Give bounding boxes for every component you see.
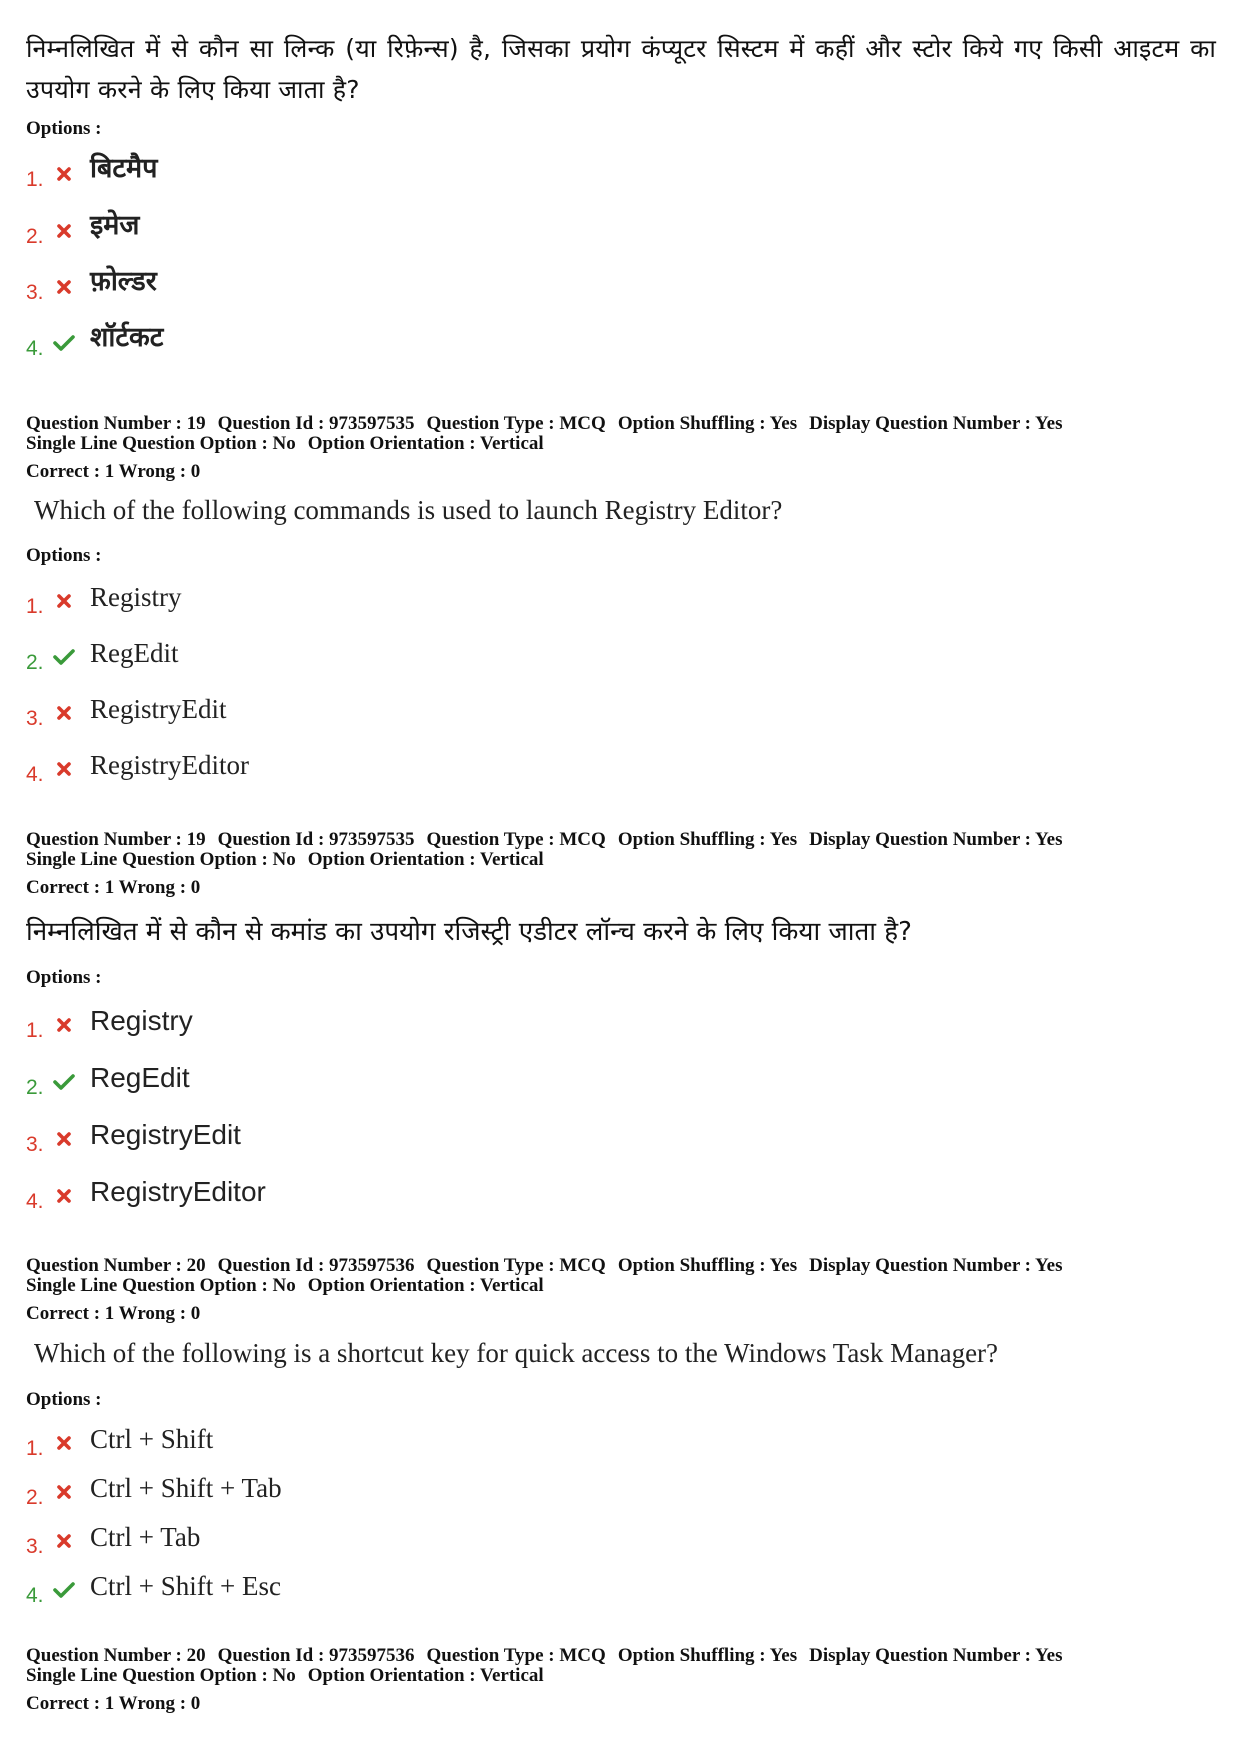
option-number: 4. xyxy=(26,763,44,786)
cross-icon xyxy=(50,1529,78,1553)
option-text: शॉर्टकट xyxy=(90,322,164,353)
option-number: 2. xyxy=(26,1076,44,1099)
cross-icon xyxy=(50,1431,78,1455)
option-text: फ़ोल्डर xyxy=(90,266,157,297)
option-orientation: Option Orientation : Vertical xyxy=(307,849,544,870)
score-line: Correct : 1 Wrong : 0 xyxy=(26,877,201,898)
cross-icon xyxy=(50,219,78,243)
option-text: Ctrl + Shift + Esc xyxy=(90,1571,281,1601)
display-question-number: Display Question Number : Yes xyxy=(809,829,1063,850)
single-line-option: Single Line Question Option : No xyxy=(26,1665,296,1686)
options-label: Options : xyxy=(26,545,102,566)
option-1 xyxy=(26,146,158,191)
option-3 xyxy=(26,1513,201,1558)
option-4 xyxy=(26,1168,266,1213)
single-line-option: Single Line Question Option : No xyxy=(26,433,296,454)
option-text: बिटमैप xyxy=(90,153,158,184)
question-type: Question Type : MCQ xyxy=(426,1255,606,1276)
option-number: 1. xyxy=(26,1019,44,1042)
options-label: Options : xyxy=(26,118,102,139)
option-3 xyxy=(26,685,227,730)
option-text: RegistryEditor xyxy=(90,750,249,780)
option-2 xyxy=(26,1464,282,1509)
option-number: 3. xyxy=(26,707,44,730)
cross-icon xyxy=(50,162,78,186)
option-text: Ctrl + Shift + Tab xyxy=(90,1473,282,1503)
cross-icon xyxy=(50,1184,78,1208)
option-number: 1. xyxy=(26,1437,44,1460)
question-id: Question Id : 973597536 xyxy=(217,1255,415,1276)
single-line-option: Single Line Question Option : No xyxy=(26,1275,296,1296)
option-shuffling: Option Shuffling : Yes xyxy=(617,1255,798,1276)
option-number: 4. xyxy=(26,337,44,360)
question-text: निम्नलिखित में से कौन से कमांड का उपयोग रजिस्ट्री एडीटर लॉन्च करने के लिए किया जाता है? xyxy=(26,917,912,947)
option-text: Registry xyxy=(90,1005,193,1036)
option-4 xyxy=(26,1562,281,1607)
option-orientation: Option Orientation : Vertical xyxy=(307,1665,544,1686)
option-number: 2. xyxy=(26,225,44,248)
option-4 xyxy=(26,741,249,786)
options-label: Options : xyxy=(26,1389,102,1410)
option-number: 4. xyxy=(26,1584,44,1607)
question-meta xyxy=(26,1256,1216,1324)
option-1 xyxy=(26,997,193,1042)
check-icon xyxy=(50,331,78,355)
option-orientation: Option Orientation : Vertical xyxy=(307,1275,544,1296)
check-icon xyxy=(50,1578,78,1602)
check-icon xyxy=(50,1070,78,1094)
option-text: Ctrl + Shift xyxy=(90,1424,214,1454)
question-type: Question Type : MCQ xyxy=(426,413,606,434)
option-number: 3. xyxy=(26,1133,44,1156)
cross-icon xyxy=(50,1480,78,1504)
option-number: 2. xyxy=(26,651,44,674)
check-icon xyxy=(50,645,78,669)
question-meta xyxy=(26,414,1216,482)
question-id: Question Id : 973597535 xyxy=(217,413,415,434)
option-text: RegEdit xyxy=(90,638,179,668)
option-shuffling: Option Shuffling : Yes xyxy=(617,829,798,850)
option-text: RegistryEdit xyxy=(90,1119,241,1150)
option-number: 3. xyxy=(26,1535,44,1558)
option-number: 1. xyxy=(26,595,44,618)
option-text: RegEdit xyxy=(90,1062,190,1093)
option-1 xyxy=(26,573,182,618)
option-2 xyxy=(26,203,140,248)
option-text: इमेज xyxy=(90,210,140,241)
option-2 xyxy=(26,629,179,674)
question-id: Question Id : 973597535 xyxy=(217,829,415,850)
option-shuffling: Option Shuffling : Yes xyxy=(617,413,798,434)
option-number: 4. xyxy=(26,1190,44,1213)
options-label: Options : xyxy=(26,967,102,988)
question-text: Which of the following commands is used to launch Registry Editor? xyxy=(34,495,783,525)
cross-icon xyxy=(50,1127,78,1151)
option-text: Registry xyxy=(90,582,182,612)
question-text: निम्नलिखित में से कौन सा लिन्क (या रिफ़ेन्स) है, जिसका प्रयोग कंप्यूटर सिस्टम में कहीं और स्टोर किये गए किसी आइटम का उपयोग करने के लिए किया जाता है? xyxy=(26,34,1216,104)
option-number: 1. xyxy=(26,168,44,191)
cross-icon xyxy=(50,589,78,613)
question-number: Question Number : 19 xyxy=(26,413,206,434)
display-question-number: Display Question Number : Yes xyxy=(809,413,1063,434)
question-number: Question Number : 20 xyxy=(26,1645,206,1666)
option-4 xyxy=(26,315,164,360)
option-2 xyxy=(26,1054,190,1099)
option-1 xyxy=(26,1415,214,1460)
option-shuffling: Option Shuffling : Yes xyxy=(617,1645,798,1666)
option-text: Ctrl + Tab xyxy=(90,1522,201,1552)
cross-icon xyxy=(50,757,78,781)
option-orientation: Option Orientation : Vertical xyxy=(307,433,544,454)
single-line-option: Single Line Question Option : No xyxy=(26,849,296,870)
score-line: Correct : 1 Wrong : 0 xyxy=(26,1303,201,1324)
question-type: Question Type : MCQ xyxy=(426,829,606,850)
question-type: Question Type : MCQ xyxy=(426,1645,606,1666)
question-meta xyxy=(26,1646,1216,1714)
question-id: Question Id : 973597536 xyxy=(217,1645,415,1666)
score-line: Correct : 1 Wrong : 0 xyxy=(26,1693,201,1714)
option-number: 2. xyxy=(26,1486,44,1509)
cross-icon xyxy=(50,275,78,299)
option-number: 3. xyxy=(26,281,44,304)
option-text: RegistryEdit xyxy=(90,694,227,724)
score-line: Correct : 1 Wrong : 0 xyxy=(26,461,201,482)
question-number: Question Number : 19 xyxy=(26,829,206,850)
option-text: RegistryEditor xyxy=(90,1176,266,1207)
display-question-number: Display Question Number : Yes xyxy=(809,1255,1063,1276)
question-number: Question Number : 20 xyxy=(26,1255,206,1276)
cross-icon xyxy=(50,1013,78,1037)
option-3 xyxy=(26,259,157,304)
question-text: Which of the following is a shortcut key for quick access to the Windows Task Manager? xyxy=(34,1338,999,1368)
cross-icon xyxy=(50,701,78,725)
display-question-number: Display Question Number : Yes xyxy=(809,1645,1063,1666)
question-meta xyxy=(26,830,1216,898)
option-3 xyxy=(26,1111,241,1156)
